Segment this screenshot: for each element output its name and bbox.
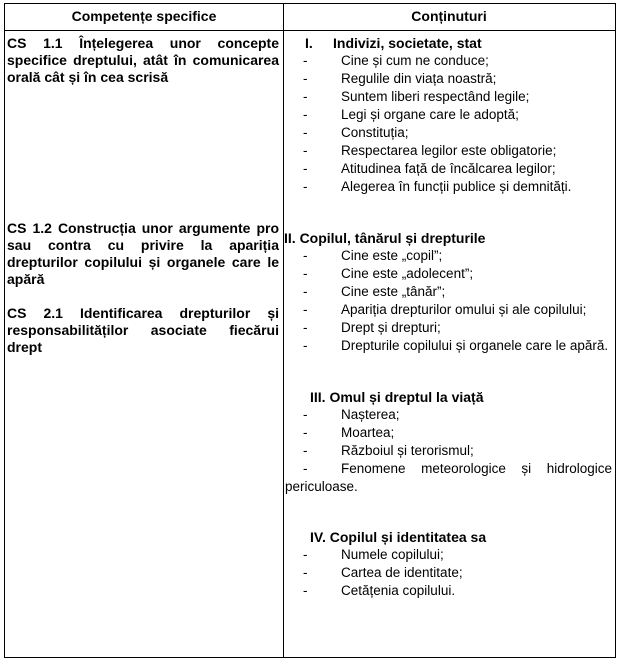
section-heading-3: Omul și dreptul la viață bbox=[329, 389, 484, 405]
section-title-3 bbox=[310, 389, 484, 406]
header-contents: Conținuturi bbox=[411, 8, 487, 24]
list-item: - Numele copilului; bbox=[303, 547, 444, 562]
list-item: - Nașterea; bbox=[303, 407, 400, 422]
header-divider bbox=[5, 30, 615, 31]
section-heading-4: Copilul și identitatea sa bbox=[329, 529, 487, 545]
list-item: - Constituția; bbox=[303, 125, 409, 140]
list-item: - Cine și cum ne conduce; bbox=[303, 53, 489, 68]
section-number-3: III. bbox=[310, 389, 326, 405]
competence-cs-2-1: CS 2.1 Identificarea drepturilor și responsabilităților asociate fiecărui drept bbox=[7, 305, 279, 355]
competence-cs-1-1: CS 1.1 Înțelegerea unor concepte specifice dreptului, atât în comunicarea orală cât și în cea scrisă bbox=[7, 35, 279, 85]
list-item: - Regulile din viața noastră; bbox=[303, 71, 497, 86]
section-number-1: I. bbox=[305, 35, 313, 51]
section-list-4 bbox=[285, 546, 612, 600]
list-item: - Războiul și terorismul; bbox=[303, 443, 474, 458]
section-list-2 bbox=[285, 247, 612, 355]
list-item: - Cine este „copil”; bbox=[303, 248, 443, 263]
list-item: - Cetățenia copilului. bbox=[303, 583, 456, 598]
section-list-1 bbox=[285, 52, 612, 196]
competence-cs-1-2: CS 1.2 Construcția unor argumente pro sau contra cu privire la apariția drepturilor copilului și organele care le apără bbox=[7, 220, 279, 287]
curriculum-table bbox=[4, 3, 616, 658]
section-list-3 bbox=[285, 406, 612, 496]
list-item: - Fenomene meteorologice și hidrologice periculoase. bbox=[285, 461, 612, 494]
section-heading-1: Indivizi, societate, stat bbox=[333, 35, 482, 51]
section-number-4: IV. bbox=[310, 529, 326, 545]
section-title-4 bbox=[310, 529, 486, 546]
list-item: - Drept și drepturi; bbox=[303, 320, 441, 335]
list-item: - Apariția drepturilor omului și ale copilului; bbox=[303, 302, 587, 317]
section-heading-2: Copilul, tânărul și drepturile bbox=[299, 230, 486, 246]
section-title-2 bbox=[284, 230, 485, 247]
list-item: - Suntem liberi respectând legile; bbox=[303, 89, 530, 104]
list-item: - Moartea; bbox=[303, 425, 395, 440]
list-item: - Atitudinea față de încălcarea legilor; bbox=[303, 161, 556, 176]
header-competences: Competențe specifice bbox=[71, 8, 217, 24]
column-divider bbox=[283, 4, 284, 657]
section-title-1 bbox=[305, 35, 482, 52]
list-item: - Cine este „adolecent”; bbox=[303, 266, 474, 281]
list-item: - Drepturile copilului și organele care le apără. bbox=[303, 338, 609, 353]
section-number-2: II. bbox=[284, 230, 296, 246]
list-item: - Alegerea în funcții publice și demnități. bbox=[303, 179, 572, 194]
list-item: - Cine este „tânăr”; bbox=[303, 284, 446, 299]
list-item: - Respectarea legilor este obligatorie; bbox=[303, 143, 557, 158]
list-item: - Legi și organe care le adoptă; bbox=[303, 107, 519, 122]
list-item: - Cartea de identitate; bbox=[303, 565, 463, 580]
